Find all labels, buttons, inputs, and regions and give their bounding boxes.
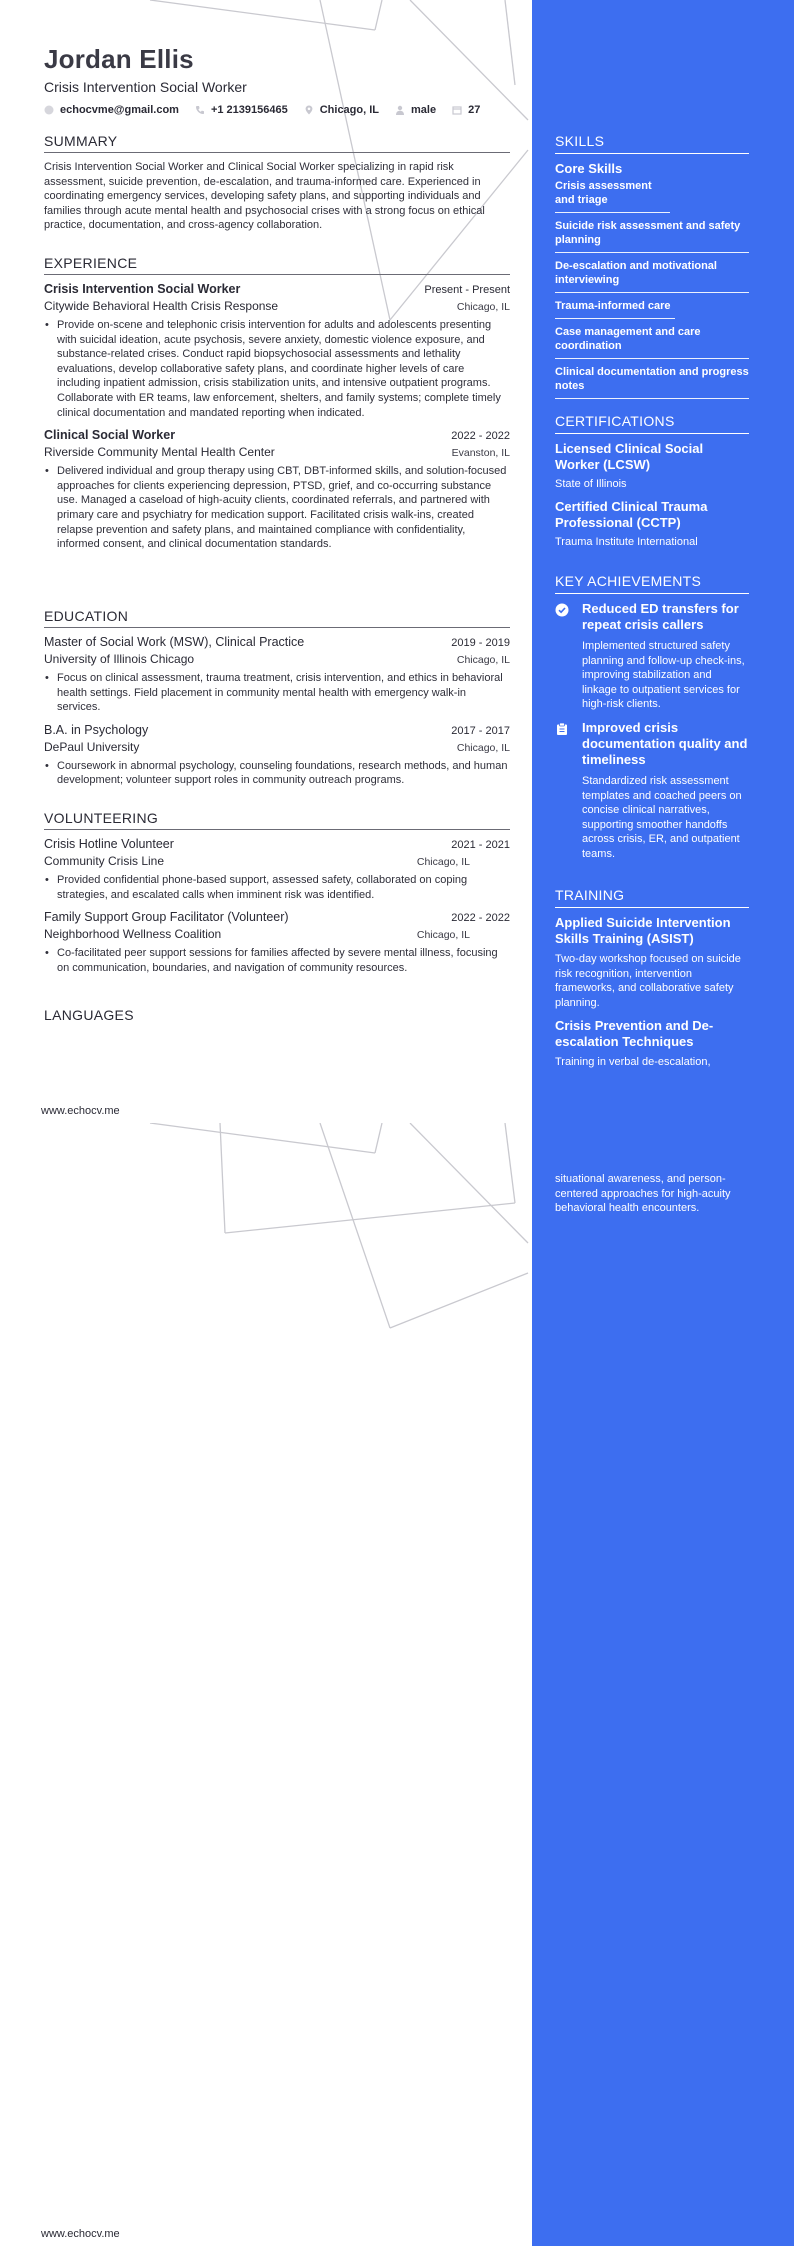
education-title: EDUCATION — [44, 608, 510, 628]
volunteer-location: Chicago, IL — [416, 856, 470, 868]
contact-age — [452, 104, 480, 116]
job-dates: Present - Present — [424, 284, 510, 296]
email-icon — [44, 105, 54, 115]
gender-text: male — [411, 104, 437, 116]
training-description-continued: situational awareness, and person-centered approaches for high-acuity behavioral health encounters. — [555, 1173, 731, 1215]
contact-phone[interactable] — [195, 104, 288, 116]
skill-item: De-escalation and motivational interviewing — [555, 259, 749, 293]
certifications-title: CERTIFICATIONS — [555, 413, 749, 434]
job-dates: 2022 - 2022 — [451, 430, 510, 443]
check-circle-icon — [555, 603, 569, 617]
sidebar-background — [532, 1123, 794, 2246]
experience-title: EXPERIENCE — [44, 255, 510, 275]
summary-text: Crisis Intervention Social Worker and Clinical Social Worker specializing in rapid risk assessment, suicide prevention, de-escalation, and trauma-informed care. Experienced in coordinating emergency services, developing safety plans, and supporting individuals and families through acute mental health and psychosocial crises with a strong focus on ethical practice, documentation, and cross-agency collaboration. — [44, 161, 485, 232]
volunteer-bullet: • Co-facilitated peer support sessions for families affected by severe mental illness, focusing on communication, boundaries, and navigation of community resources. — [44, 946, 510, 975]
degree-title: Master of Social Work (MSW), Clinical Practice — [44, 635, 305, 649]
experience-section — [44, 255, 510, 560]
skill-item: Suicide risk assessment and safety planning — [555, 219, 749, 253]
job-location: Chicago, IL — [456, 301, 510, 313]
languages-section — [44, 1007, 510, 1023]
resume-page-2 — [0, 1123, 794, 2246]
training-continued — [555, 1167, 749, 1224]
achievement-description: Implemented structured safety planning and follow-up check-ins, improving stabilization and linkage to outpatient services for high-risk clients. — [582, 640, 745, 711]
certification-name: Certified Clinical Trauma Professional (CCTP) — [555, 499, 708, 530]
education-bullet: • Coursework in abnormal psychology, counseling foundations, research methods, and human development; volunteer support roles in community outreach programs. — [44, 759, 510, 788]
achievement-title: Reduced ED transfers for repeat crisis callers — [582, 601, 739, 632]
training-name: Crisis Prevention and De-escalation Techniques — [555, 1018, 714, 1050]
summary-title: SUMMARY — [44, 133, 510, 153]
achievement-title: Improved crisis documentation quality and timeliness — [582, 719, 748, 767]
age-text: 27 — [468, 104, 481, 116]
training-section — [555, 887, 749, 1078]
achievement-description: Standardized risk assessment templates and coached peers on concise clinical narratives, supporting smoother handoffs across crisis, ER, and outpatient teams. — [582, 774, 742, 860]
volunteer-bullet: • Provided confidential phone-based support, assessed safety, collaborated on coping strategies, and escalated calls when imminent risk was identified. — [44, 873, 510, 902]
school-location: Chicago, IL — [456, 741, 510, 754]
skills-subtitle: Core Skills — [555, 161, 623, 176]
job-bullet: • Delivered individual and group therapy using CBT, DBT-informed skills, and solution-focused approaches for clients experiencing depression, PTSD, grief, and co-occurring substance use. Managed a caseload of high-acuity clients, coordinated referrals, and partnered with primary care and psychiatry for medication support. Facilitated crisis walk-ins, created relapse prevention and safety plans, and maintained compliance with confidentiality, informed consent, and clinical documentation standards. — [44, 464, 510, 552]
training-description: Training in verbal de-escalation, — [555, 1056, 711, 1069]
education-entry — [44, 635, 510, 715]
skill-item: Crisis assessment and triage — [555, 179, 670, 213]
job-location: Evanston, IL — [451, 447, 510, 460]
header — [44, 44, 510, 116]
degree-dates: 2017 - 2017 — [451, 724, 510, 737]
education-bullet: • Focus on clinical assessment, trauma treatment, crisis intervention, and ethics in behavioral health settings. Field placement in community mental health with emergency walk-in services. — [44, 671, 510, 715]
training-name: Applied Suicide Intervention Skills Training (ASIST) — [555, 915, 731, 946]
achievement-item — [555, 601, 749, 712]
calendar-icon — [452, 105, 462, 115]
degree-title: B.A. in Psychology — [44, 722, 149, 737]
candidate-name: Jordan Ellis — [44, 44, 194, 74]
achievements-title: KEY ACHIEVEMENTS — [555, 573, 749, 594]
footer-url[interactable]: www.echocv.me — [41, 1105, 120, 1117]
skill-item: Trauma-informed care — [555, 299, 675, 319]
volunteer-org: Community Crisis Line — [44, 854, 165, 868]
certification-name: Licensed Clinical Social Worker (LCSW) — [555, 441, 704, 472]
volunteer-location: Chicago, IL — [416, 929, 470, 942]
job-bullet: • Provide on-scene and telephonic crisis intervention for adults and adolescents presenting with suicidal ideation, acute psychosis, severe anxiety, domestic violence exposure, and substance-related crises. Conduct rapid biopsychosocial assessments and lethality evaluations, develop collaborative safety plans, and coordinate higher levels of care including inpatient admission, crisis stabilization units, and intensive outpatient programs. Collaborate with ER teams, law enforcement, shelters, and family systems; complete timely clinical documentation and mandated reporting when indicated. — [44, 318, 510, 420]
degree-dates: 2019 - 2019 — [451, 637, 510, 649]
school-location: Chicago, IL — [456, 654, 510, 666]
certification-issuer: Trauma Institute International — [555, 536, 698, 548]
languages-title: LANGUAGES — [44, 1007, 134, 1023]
contact-location — [304, 104, 379, 116]
volunteer-dates: 2021 - 2021 — [451, 839, 510, 851]
summary-section — [44, 133, 510, 233]
contact-email[interactable] — [44, 104, 179, 116]
contact-gender — [395, 104, 436, 116]
location-pin-icon — [304, 105, 314, 115]
volunteer-role: Family Support Group Facilitator (Volunteer) — [44, 910, 289, 925]
volunteering-section — [44, 810, 510, 983]
skill-item: Clinical documentation and progress notes — [555, 365, 749, 399]
volunteering-entry — [44, 837, 510, 902]
skills-title: SKILLS — [555, 133, 749, 154]
volunteer-org: Neighborhood Wellness Coalition — [44, 927, 222, 942]
experience-entry — [44, 282, 510, 420]
phone-icon — [195, 105, 205, 115]
achievement-item — [555, 720, 749, 862]
email-text: echocvme@gmail.com — [60, 104, 179, 116]
job-title: Clinical Social Worker — [44, 428, 176, 443]
skills-section — [555, 133, 749, 405]
certification-issuer: State of Illinois — [555, 478, 627, 490]
experience-entry — [44, 428, 510, 552]
phone-text: +1 2139156465 — [210, 104, 288, 116]
volunteer-role: Crisis Hotline Volunteer — [44, 837, 174, 851]
training-description: Two-day workshop focused on suicide risk recognition, intervention frameworks, and collaborative safety planning. — [555, 953, 741, 1009]
achievements-section — [555, 573, 749, 870]
volunteering-title: VOLUNTEERING — [44, 810, 510, 830]
education-section — [44, 608, 510, 796]
person-icon — [395, 105, 405, 115]
decorative-lines — [0, 1123, 532, 1543]
location-text: Chicago, IL — [319, 104, 379, 116]
employer-name: Citywide Behavioral Health Crisis Response — [44, 299, 279, 313]
training-title: TRAINING — [555, 887, 749, 908]
footer-url[interactable]: www.echocv.me — [41, 2228, 120, 2240]
education-entry — [44, 723, 510, 788]
skill-item: Case management and care coordination — [555, 325, 749, 359]
school-name: University of Illinois Chicago — [44, 652, 195, 666]
job-title: Crisis Intervention Social Worker — [44, 282, 241, 296]
employer-name: Riverside Community Mental Health Center — [44, 445, 275, 460]
certifications-section — [555, 413, 749, 557]
school-name: DePaul University — [44, 739, 140, 754]
contact-row — [44, 104, 510, 116]
candidate-role: Crisis Intervention Social Worker — [44, 79, 247, 95]
volunteer-dates: 2022 - 2022 — [451, 912, 510, 925]
clipboard-icon — [555, 722, 569, 736]
volunteering-entry — [44, 910, 510, 975]
